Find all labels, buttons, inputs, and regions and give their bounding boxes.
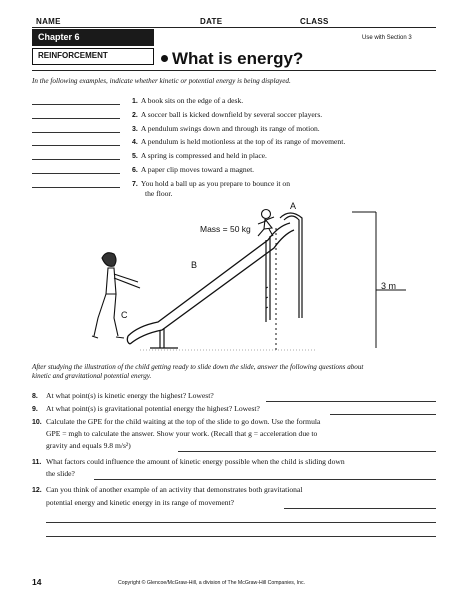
answer-blank-3[interactable] xyxy=(32,132,120,133)
height-bracket xyxy=(352,212,406,348)
page-number: 14 xyxy=(32,577,42,587)
use-with-section: Use with Section 3 xyxy=(362,35,412,41)
answer-line-12c[interactable] xyxy=(46,536,436,537)
answer-blank-4[interactable] xyxy=(32,145,120,146)
page-title: What is energy? xyxy=(172,49,304,68)
chapter-box xyxy=(32,29,154,46)
instructions-kinetic-potential: In the following examples, indicate whether kinetic or potential energy is being displayed. xyxy=(32,77,291,85)
point-b-label: B xyxy=(191,260,198,270)
question-11-line1: 11. What factors could influence the amount of kinetic energy possible when the child is sliding down xyxy=(32,457,345,466)
answer-line-11[interactable] xyxy=(94,479,436,480)
point-a-label: A xyxy=(290,201,297,211)
list-item-7: 7. You hold a ball up as you prepare to bounce it on xyxy=(132,179,291,188)
answer-line-12a[interactable] xyxy=(284,508,436,509)
answer-blank-7[interactable] xyxy=(32,187,120,188)
question-12-line2: potential energy and kinetic energy in its range of movement? xyxy=(46,498,235,507)
name-label: NAME xyxy=(36,17,61,26)
reinforcement-label: REINFORCEMENT xyxy=(38,51,108,60)
answer-line-10[interactable] xyxy=(178,451,436,452)
point-c-label: C xyxy=(121,310,128,320)
answer-line-12b[interactable] xyxy=(46,522,436,523)
child-on-slide xyxy=(258,210,274,237)
answer-blank-2[interactable] xyxy=(32,118,120,119)
parent-figure xyxy=(92,253,140,338)
list-item-1: 1. A book sits on the edge of a desk. xyxy=(132,96,244,105)
slide-illustration xyxy=(80,198,420,358)
instructions-slide-line1: After studying the illustration of the child getting ready to slide down the slide, answer the following questions about xyxy=(32,363,364,371)
answer-blank-1[interactable] xyxy=(32,104,120,105)
answer-blank-6[interactable] xyxy=(32,173,120,174)
answer-line-8[interactable] xyxy=(266,401,436,402)
chapter-label: Chapter 6 xyxy=(38,32,80,42)
question-9: 9. At what point(s) is gravitational potential energy the highest? Lowest? xyxy=(32,404,260,413)
class-label: CLASS xyxy=(300,17,329,26)
list-item-6: 6. A paper clip moves toward a magnet. xyxy=(132,165,255,174)
list-item-2: 2. A soccer ball is kicked downfield by several soccer players. xyxy=(132,110,323,119)
list-item-4: 4. A pendulum is held motionless at the top of its range of movement. xyxy=(132,137,346,146)
question-11-line2: the slide? xyxy=(46,469,75,478)
answer-line-9[interactable] xyxy=(330,414,436,415)
list-item-3: 3. A pendulum swings down and through its range of motion. xyxy=(132,124,320,133)
question-10-line3: gravity and equals 9.8 m/s²) xyxy=(46,441,131,450)
height-label: 3 m xyxy=(381,281,397,291)
title-rule xyxy=(32,70,436,71)
date-label: DATE xyxy=(200,17,223,26)
reinforcement-box xyxy=(32,48,154,65)
question-10-line2: GPE = mgh to calculate the answer. Show your work. (Recall that g = acceleration due to xyxy=(46,429,318,438)
question-10-line1: 10. Calculate the GPE for the child waiting at the top of the slide to go down. Use the formula xyxy=(32,417,321,426)
header-rule xyxy=(32,27,436,28)
mass-label: Mass = 50 kg xyxy=(200,224,251,234)
instructions-slide-line2: kinetic and gravitational potential energy. xyxy=(32,372,152,380)
question-12-line1: 12. Can you think of another example of an activity that demonstrates both gravitational xyxy=(32,485,303,494)
question-8: 8. At what point(s) is kinetic energy the highest? Lowest? xyxy=(32,391,214,400)
title-bullet-icon xyxy=(161,55,168,62)
list-item-7-continued: the floor. xyxy=(145,189,173,198)
copyright: Copyright © Glencoe/McGraw-Hill, a division of The McGraw-Hill Companies, Inc. xyxy=(118,580,306,586)
list-item-5: 5. A spring is compressed and held in place. xyxy=(132,151,267,160)
answer-blank-5[interactable] xyxy=(32,159,120,160)
slide-chute xyxy=(127,223,294,344)
